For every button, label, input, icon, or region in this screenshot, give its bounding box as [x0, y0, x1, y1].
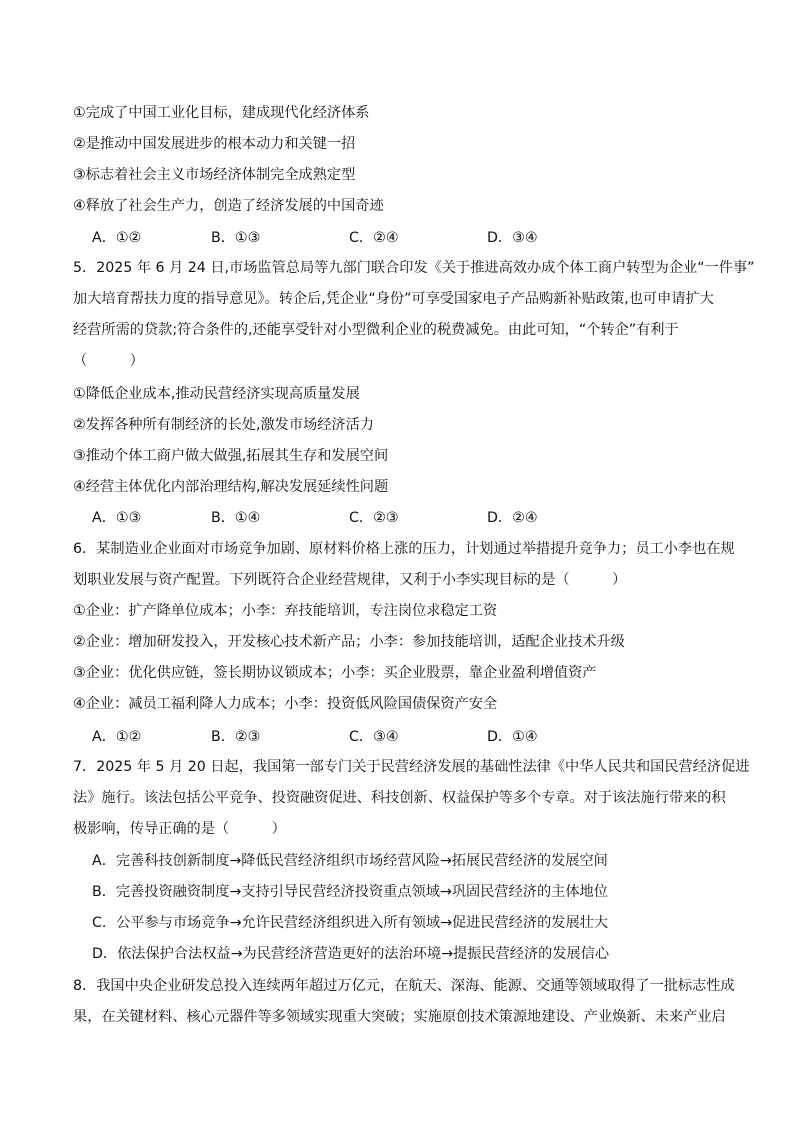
q8-stem-line-1: 8．我国中央企业研发总投入连续两年超过万亿元，在航天、深海、能源、交通等领域取得了一批标志性成 [73, 978, 735, 994]
q4-option-b[interactable]: B．①③ [211, 230, 261, 246]
q5-option-b[interactable]: B．①④ [211, 510, 261, 526]
q6-options [92, 727, 712, 747]
q7-choice-d[interactable]: D．依法保护合法权益→为民营经济营造更好的法治环境→提振民营经济的发展信心 [92, 946, 610, 962]
q4-statement-2: ②是推动中国发展进步的根本动力和关键一招 [73, 136, 356, 152]
q6-statement-1: ①企业：扩产降单位成本；小李：弃技能培训，专注岗位求稳定工资 [73, 603, 498, 619]
q7-choice-c[interactable]: C．公平参与市场竞争→允许民营经济组织进入所有领域→促进民营经济的发展壮大 [92, 915, 609, 931]
q6-option-a[interactable]: A．①② [92, 729, 142, 745]
q4-option-c[interactable]: C．②④ [349, 230, 399, 246]
q6-option-d[interactable]: D．①④ [487, 729, 538, 745]
q5-stem-line-2: 加大培育帮扶力度的指导意见》。转企后,凭企业“身份”可享受国家电子产品购新补贴政策,也可申请扩大 [73, 291, 714, 307]
q5-answer-blank: （ ） [73, 353, 144, 369]
q4-statement-1: ①完成了中国工业化目标，建成现代化经济体系 [73, 105, 370, 121]
q4-statement-3: ③标志着社会主义市场经济体制完全成熟定型 [73, 167, 356, 183]
q6-statement-2: ②企业：增加研发投入，开发核心技术新产品；小李：参加技能培训，适配企业技术升级 [73, 634, 625, 650]
q7-stem-line-1: 7．2025 年 5 月 20 日起，我国第一部专门关于民营经济发展的基础性法律《中华人民共和国民营经济促进 [73, 759, 750, 775]
q6-option-b[interactable]: B．②③ [211, 729, 261, 745]
q7-choice-a[interactable]: A．完善科技创新制度→降低民营经济组织市场经营风险→拓展民营经济的发展空间 [92, 853, 608, 869]
q5-statement-1: ①降低企业成本,推动民营经济实现高质量发展 [73, 386, 360, 402]
q6-stem-line-2: 划职业发展与资产配置。下列既符合企业经营规律，又利于小李实现目标的是（ ） [73, 572, 627, 588]
q6-statement-4: ④企业：减员工福利降人力成本；小李：投资低风险国债保资产安全 [73, 696, 498, 712]
q4-option-a[interactable]: A．①② [92, 230, 142, 246]
q6-option-c[interactable]: C．③④ [349, 729, 399, 745]
q7-stem-line-3: 极影响，传导正确的是（ ） [73, 821, 286, 837]
q5-options [92, 508, 712, 528]
q8-stem-line-2: 果，在关键材料、核心元器件等多领域实现重大突破；实施原创技术策源地建设、产业焕新、未来产业启 [73, 1009, 726, 1025]
q5-statement-4: ④经营主体优化内部治理结构,解决发展延续性问题 [73, 479, 389, 495]
q5-stem-line-1: 5．2025 年 6 月 24 日,市场监管总局等九部门联合印发《关于推进高效办成个体工商户转型为企业“一件事” [73, 260, 755, 276]
q6-statement-3: ③企业：优化供应链，签长期协议锁成本；小李：买企业股票，靠企业盈利增值资产 [73, 665, 597, 681]
q5-option-c[interactable]: C．②③ [349, 510, 399, 526]
q7-choice-b[interactable]: B．完善投资融资制度→支持引导民营经济投资重点领域→巩固民营经济的主体地位 [92, 884, 608, 900]
q4-option-d[interactable]: D．③④ [487, 230, 538, 246]
q7-stem-line-2: 法》施行。该法包括公平竞争、投资融资促进、科技创新、权益保护等多个专章。对于该法施行带来的积 [73, 790, 726, 806]
q6-stem-line-1: 6．某制造业企业面对市场竞争加剧、原材料价格上涨的压力，计划通过举措提升竞争力；员工小李也在规 [73, 541, 735, 557]
q5-option-d[interactable]: D．②④ [487, 510, 538, 526]
q5-statement-3: ③推动个体工商户做大做强,拓展其生存和发展空间 [73, 448, 389, 464]
q4-options [92, 228, 712, 248]
q4-statement-4: ④释放了社会生产力，创造了经济发展的中国奇迹 [73, 198, 384, 214]
q5-option-a[interactable]: A．①③ [92, 510, 142, 526]
q5-stem-line-3: 经营所需的贷款;符合条件的,还能享受针对小型微利企业的税费减免。由此可知，“个转企”有利于 [73, 322, 679, 338]
q5-statement-2: ②发挥各种所有制经济的长处,激发市场经济活力 [73, 417, 374, 433]
